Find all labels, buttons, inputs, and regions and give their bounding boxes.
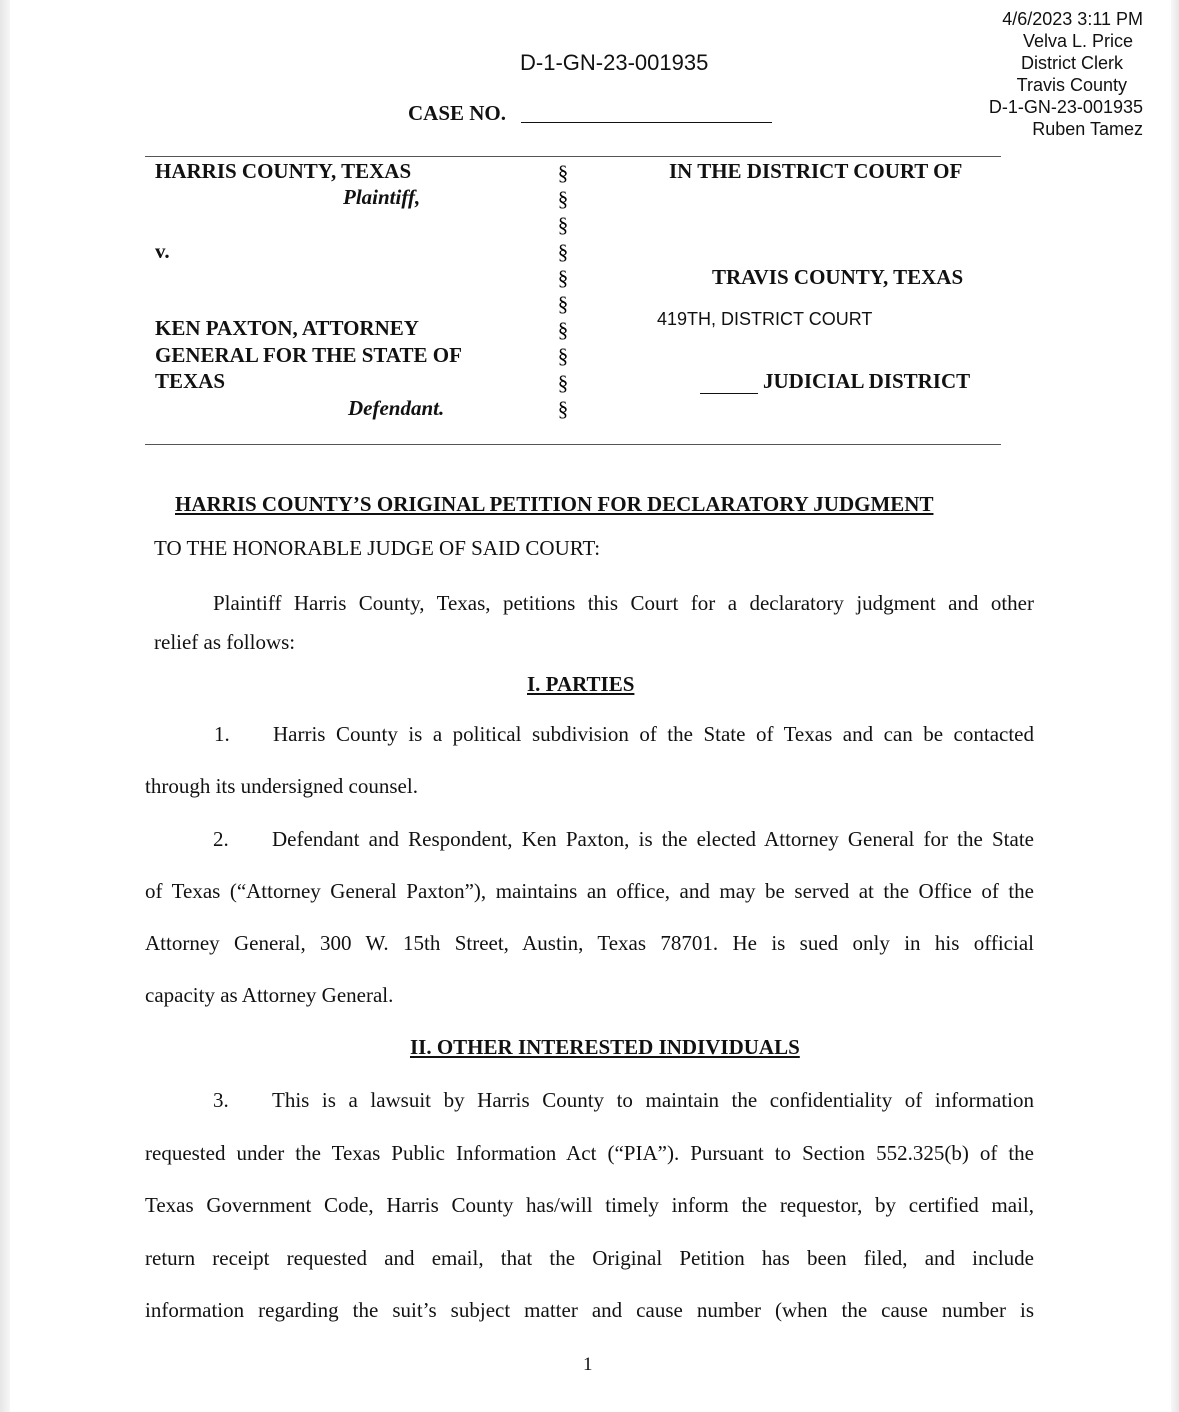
paragraph-2-number: 2. (213, 827, 229, 851)
stamp-deputy: Ruben Tamez (1032, 119, 1143, 139)
salutation: TO THE HONORABLE JUDGE OF SAID COURT: (154, 536, 601, 560)
stamp-clerk-title: District Clerk (1021, 53, 1123, 73)
versus: v. (155, 239, 170, 263)
plaintiff-name: HARRIS COUNTY, TEXAS (155, 159, 412, 183)
section-symbol: § (557, 239, 569, 264)
court-line-1: IN THE DISTRICT COURT OF (669, 159, 963, 183)
district-blank-line (700, 393, 758, 394)
section-symbol: § (557, 318, 569, 343)
stamp-county: Travis County (1016, 75, 1127, 95)
stamp-cause-number: D-1-GN-23-001935 (988, 97, 1143, 117)
defendant-role: Defendant. (348, 396, 445, 420)
case-no-label: CASE NO. (408, 101, 507, 125)
defendant-line-2: GENERAL FOR THE STATE OF (155, 343, 462, 367)
page-left-edge (0, 0, 10, 1412)
section-symbol: § (557, 292, 569, 317)
page-right-edge (1171, 0, 1179, 1412)
section-symbol: § (557, 265, 569, 290)
section-symbol: § (557, 161, 569, 185)
document-title: HARRIS COUNTY’S ORIGINAL PETITION FOR DECLARATORY JUDGMENT (175, 492, 934, 516)
paragraph-2-line-1: Defendant and Respondent, Ken Paxton, is the elected Attorney General for the State (272, 827, 1034, 851)
caption-bottom-rule (145, 444, 1001, 445)
page-number: 1 (583, 1354, 593, 1375)
court-line-3: JUDICIAL DISTRICT (763, 369, 971, 393)
case-no-blank-line (521, 122, 772, 123)
section-symbol: § (557, 396, 569, 421)
caption-top-rule (145, 156, 1001, 157)
paragraph-3-line-2: requested under the Texas Public Information Act (“PIA”). Pursuant to Section 552.325(b) of the (145, 1141, 1034, 1165)
defendant-line-3: TEXAS (155, 369, 226, 393)
defendant-line-1: KEN PAXTON, ATTORNEY (155, 316, 419, 340)
court-line-2: TRAVIS COUNTY, TEXAS (712, 265, 964, 289)
paragraph-1-line-1: Harris County is a political subdivision of the State of Texas and can be contacted (273, 722, 1034, 746)
paragraph-2-line-4: capacity as Attorney General. (145, 983, 394, 1007)
section-2-heading: II. OTHER INTERESTED INDIVIDUALS (410, 1035, 800, 1059)
paragraph-3-line-3: Texas Government Code, Harris County has/will timely inform the requestor, by certified mail, (145, 1193, 1034, 1217)
section-symbol-column (553, 160, 573, 422)
paragraph-1-number: 1. (214, 722, 230, 746)
stamp-clerk-name: Velva L. Price (1022, 31, 1133, 51)
court-number: 419TH, DISTRICT COURT (657, 309, 873, 329)
section-symbol: § (557, 344, 569, 369)
paragraph-2-line-2: of Texas (“Attorney General Paxton”), maintains an office, and may be served at the Office of the (145, 879, 1034, 903)
intro-line-1: Plaintiff Harris County, Texas, petitions this Court for a declaratory judgment and other (213, 591, 1034, 615)
section-symbol: § (557, 187, 569, 212)
section-symbol: § (557, 213, 569, 238)
intro-line-2: relief as follows: (154, 630, 296, 654)
section-symbol: § (557, 370, 569, 395)
paragraph-2-line-3: Attorney General, 300 W. 15th Street, Austin, Texas 78701. He is sued only in his official (145, 931, 1034, 955)
paragraph-3-line-4: return receipt requested and email, that the Original Petition has been filed, and include (145, 1246, 1034, 1270)
section-1-heading: I. PARTIES (527, 672, 635, 696)
stamp-datetime: 4/6/2023 3:11 PM (1002, 9, 1143, 29)
paragraph-3-line-5: information regarding the suit’s subject matter and cause number (when the cause number is (145, 1298, 1034, 1322)
paragraph-1-line-2: through its undersigned counsel. (145, 774, 418, 798)
plaintiff-role: Plaintiff, (343, 185, 421, 209)
filing-stamp (989, 8, 1143, 140)
paragraph-3-number: 3. (213, 1088, 229, 1112)
cause-number: D-1-GN-23-001935 (520, 50, 709, 75)
paragraph-3-line-1: This is a lawsuit by Harris County to maintain the confidentiality of information (272, 1088, 1034, 1112)
